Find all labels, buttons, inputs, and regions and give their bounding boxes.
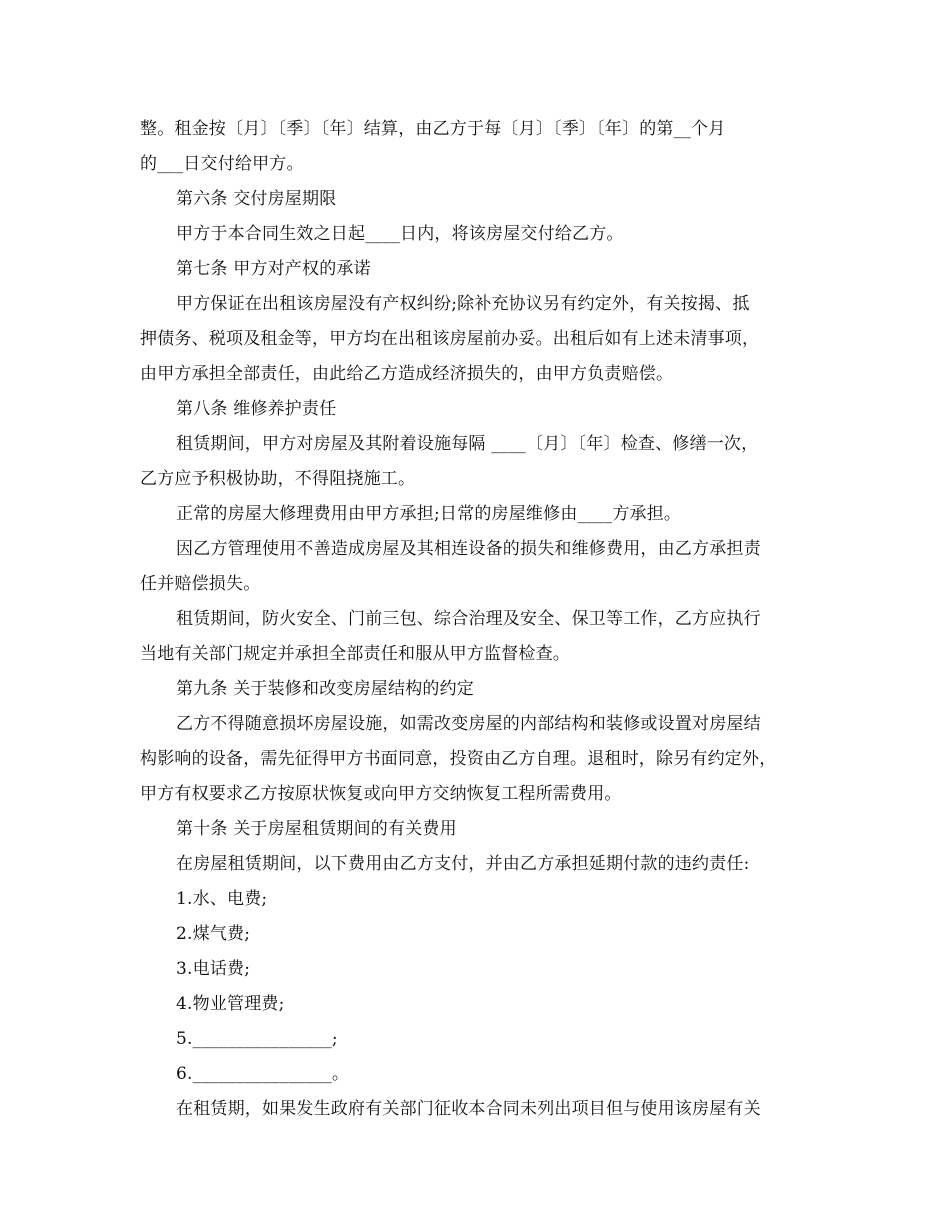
list-item: 3.电话费; bbox=[176, 959, 251, 979]
text-line: 构影响的设备，需先征得甲方书面同意，投资由乙方自理。退租时，除另有约定外， bbox=[140, 749, 777, 769]
section-heading: 第七条 甲方对产权的承诺 bbox=[176, 259, 371, 279]
list-item: 1.水、电费; bbox=[176, 889, 268, 909]
text-line: 由甲方承担全部责任，由此给乙方造成经济损失的，由甲方负责赔偿。 bbox=[140, 364, 674, 384]
text-line: 的___日交付给甲方。 bbox=[140, 154, 304, 174]
text-line: 乙方应予积极协助，不得阻挠施工。 bbox=[140, 469, 416, 489]
text-line: 在租赁期，如果发生政府有关部门征收本合同未列出项目但与使用该房屋有关 bbox=[176, 1099, 761, 1119]
section-heading: 第九条 关于装修和改变房屋结构的约定 bbox=[176, 679, 475, 699]
text-line: 整。租金按〔月〕〔季〕〔年〕结算，由乙方于每〔月〕〔季〕〔年〕的第__个月 bbox=[140, 119, 726, 139]
text-line: 乙方不得随意损坏房屋设施，如需改变房屋的内部结构和装修或设置对房屋结 bbox=[176, 714, 761, 734]
text-line: 租赁期间，甲方对房屋及其附着设施每隔 ____〔月〕〔年〕检查、修缮一次， bbox=[176, 434, 759, 454]
text-line: 因乙方管理使用不善造成房屋及其相连设备的损失和维修费用，由乙方承担责 bbox=[176, 539, 761, 559]
text-line: 押债务、税项及租金等，甲方均在出租该房屋前办妥。出租后如有上述未清事项， bbox=[140, 329, 760, 349]
text-line: 甲方保证在出租该房屋没有产权纠纷;除补充协议另有约定外，有关按揭、抵 bbox=[176, 294, 750, 314]
list-item: 4.物业管理费; bbox=[176, 994, 285, 1014]
section-heading: 第十条 关于房屋租赁期间的有关费用 bbox=[176, 819, 457, 839]
section-heading: 第八条 维修养护责任 bbox=[176, 399, 337, 419]
text-line: 任并赔偿损失。 bbox=[140, 574, 261, 594]
list-item: 5.________________; bbox=[176, 1029, 338, 1049]
list-item: 6.________________。 bbox=[176, 1064, 350, 1084]
section-heading: 第六条 交付房屋期限 bbox=[176, 189, 337, 209]
document-body bbox=[140, 112, 820, 1127]
text-line: 正常的房屋大修理费用由甲方承担;日常的房屋维修由____方承担。 bbox=[176, 504, 682, 524]
text-line: 甲方有权要求乙方按原状恢复或向甲方交纳恢复工程所需费用。 bbox=[140, 784, 622, 804]
text-line: 甲方于本合同生效之日起____日内，将该房屋交付给乙方。 bbox=[176, 224, 624, 244]
text-line: 租赁期间，防火安全、门前三包、综合治理及安全、保卫等工作，乙方应执行 bbox=[176, 609, 761, 629]
list-item: 2.煤气费; bbox=[176, 924, 251, 944]
text-line: 在房屋租赁期间，以下费用由乙方支付，并由乙方承担延期付款的违约责任: bbox=[176, 854, 750, 874]
text-line: 当地有关部门规定并承担全部责任和服从甲方监督检查。 bbox=[140, 644, 570, 664]
